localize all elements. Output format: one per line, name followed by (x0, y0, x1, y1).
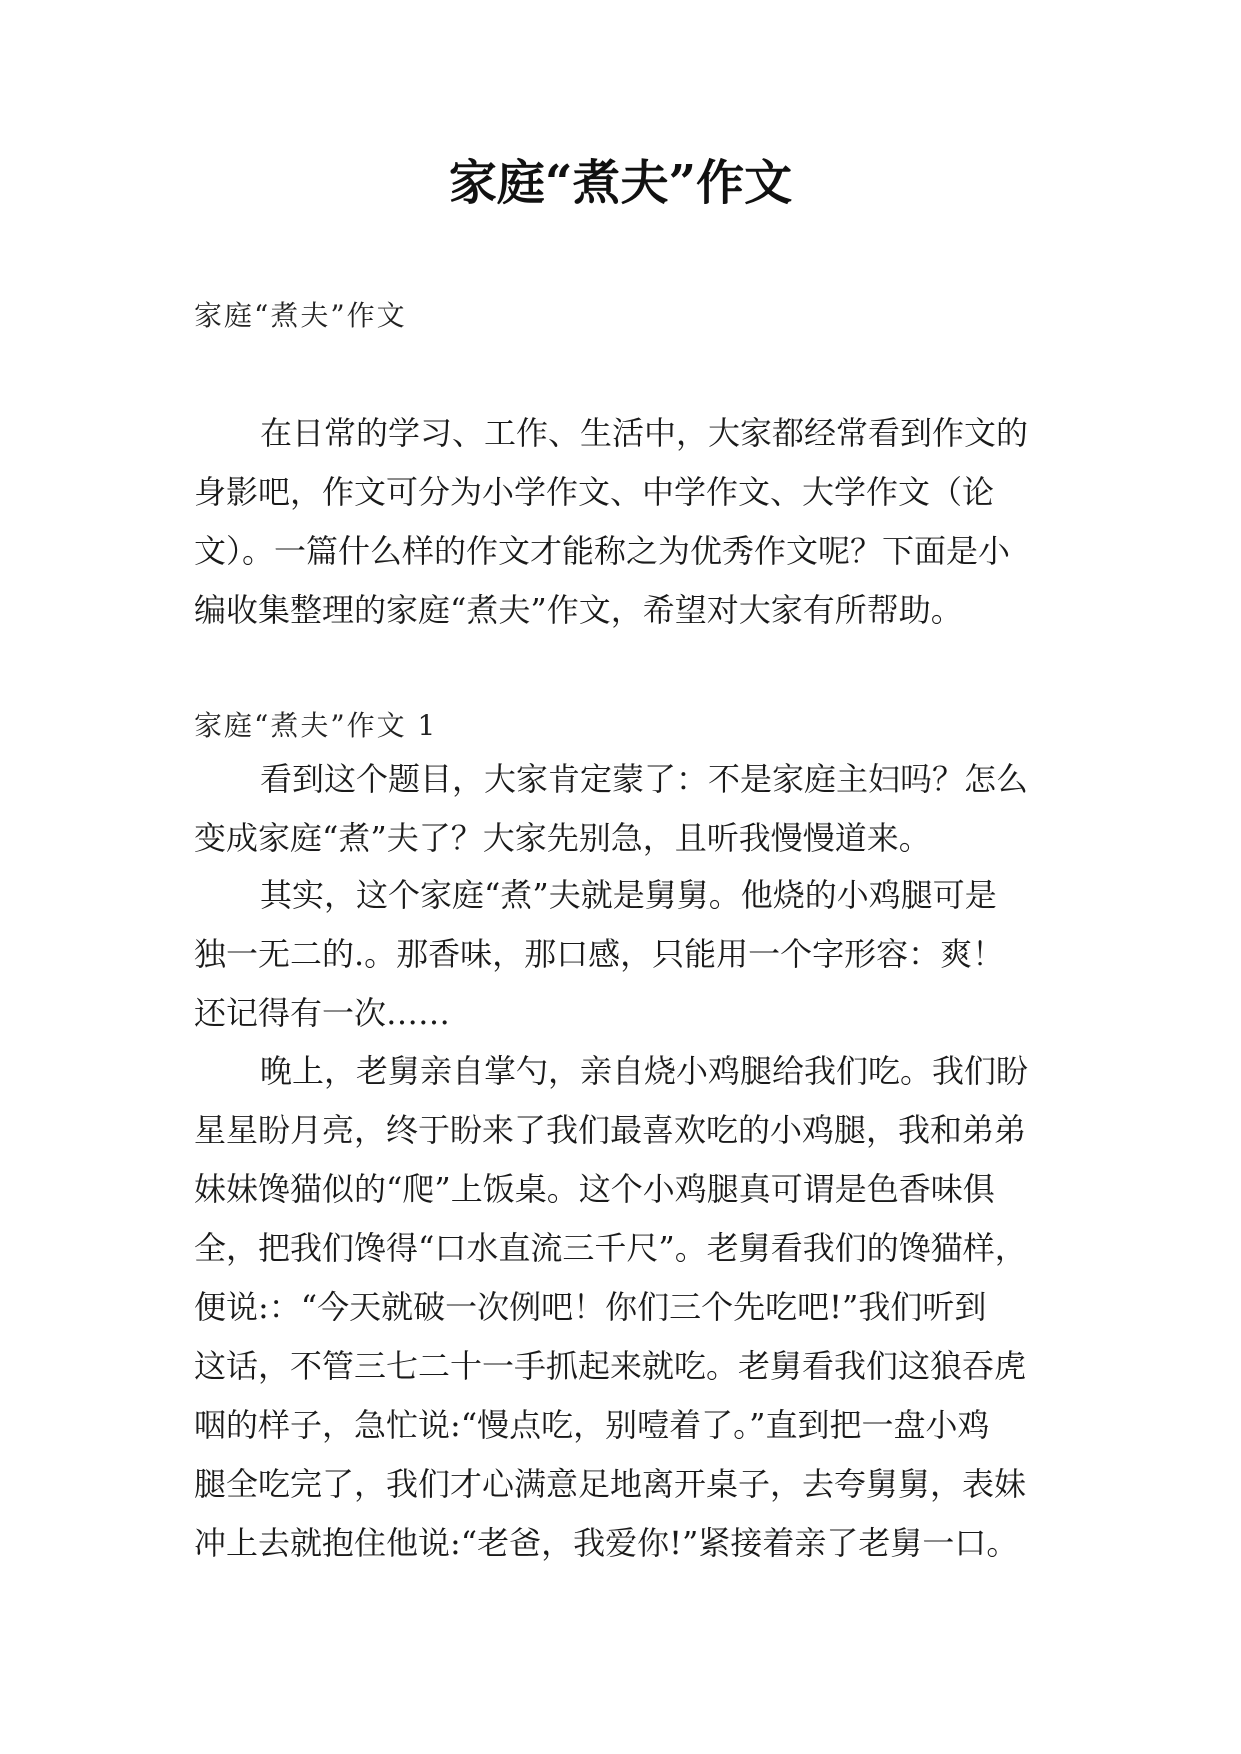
paragraph-line: 星星盼月亮，终于盼来了我们最喜欢吃的小鸡腿，我和弟弟 (194, 1111, 1027, 1149)
paragraph-line: 咽的样子，急忙说:“慢点吃，别噎着了。”直到把一盘小鸡 (194, 1406, 990, 1444)
paragraph-line: 晚上，老舅亲自掌勺，亲自烧小鸡腿给我们吃。我们盼 (260, 1052, 1029, 1090)
intro-line: 文）。一篇什么样的作文才能称之为优秀作文呢？下面是小 (194, 532, 1011, 570)
paragraph-line: 变成家庭“煮”夫了？大家先别急，且听我慢慢道来。 (194, 819, 931, 857)
paragraph-line: 冲上去就抱住他说:“老爸，我爱你!”紧接着亲了老舅一口。 (194, 1524, 1019, 1562)
paragraph-3 (194, 1042, 1064, 1573)
paragraph-line: 看到这个题目，大家肯定蒙了：不是家庭主妇吗？怎么 (260, 760, 1029, 798)
subheading: 家庭“煮夫”作文 (194, 299, 407, 332)
paragraph-2 (194, 866, 1064, 1043)
intro-paragraph (194, 404, 1064, 640)
paragraph-line: 腿全吃完了，我们才心满意足地离开桌子，去夸舅舅，表妹 (194, 1465, 1027, 1503)
paragraph-line: 妹妹馋猫似的“爬”上饭桌。这个小鸡腿真可谓是色香味俱 (194, 1170, 995, 1208)
paragraph-line: 便说:：“今天就破一次例吧！你们三个先吃吧!”我们听到 (194, 1288, 987, 1326)
paragraph-line: 独一无二的.。那香味，那口感，只能用一个字形容：爽！ (194, 935, 1005, 973)
paragraph-line: 还记得有一次…… (194, 994, 451, 1032)
paragraph-line: 全，把我们馋得“口水直流三千尺”。老舅看我们的馋猫样， (194, 1229, 1027, 1267)
paragraph-line: 其实，这个家庭“煮”夫就是舅舅。他烧的小鸡腿可是 (260, 876, 997, 914)
paragraph-line: 这话，不管三七二十一手抓起来就吃。老舅看我们这狼吞虎 (194, 1347, 1027, 1385)
intro-line: 身影吧，作文可分为小学作文、中学作文、大学作文（论 (194, 473, 995, 511)
document-title: 家庭“煮夫”作文 (448, 155, 793, 211)
intro-line: 编收集整理的家庭“煮夫”作文，希望对大家有所帮助。 (194, 591, 963, 629)
intro-line: 在日常的学习、工作、生活中，大家都经常看到作文的 (260, 414, 1029, 452)
paragraph-1 (194, 750, 1064, 868)
section-heading: 家庭“煮夫”作文 1 (194, 709, 438, 742)
